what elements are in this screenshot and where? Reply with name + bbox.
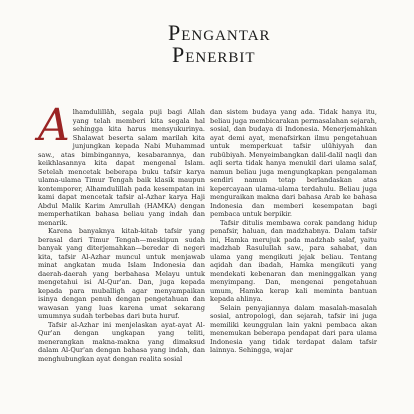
paragraph-1 [38, 100, 205, 227]
paragraph-2: Karena banyaknya kitab-kitab tafsir yang berasal dari Timur Tengah—meskipun sudah banyak yang diterjemahkan—beredar di negeri kita, tafsir Al-Azhar muncul untuk menjawab minat angkatan muda Islam Indonesia dan daerah-daerah yang berbahasa Melayu untuk mengetahui isi Al-Qur'an. Dan, juga kepada kepada para muballigh agar menyampaikan isinya dengan penuh dengan pengetahuan dan wawasan yang luas karena umat sekarang umumnya sudah terbebas dari buta huruf. [38, 227, 205, 320]
page-title [168, 22, 271, 66]
right-column [210, 108, 377, 355]
title-line-2: Penerbit [172, 42, 256, 67]
paragraph-6: Selain penyajiannya dalam masalah-masalah sosial, antropologi, dan sejarah, tafsir ini juga memiliki keunggulan lain yakni pembaca akan menemukan beberapa pendapat dari para ulama Indonesia yang tidak terdapat dalam tafsir lainnya. Sehingga, wajar [210, 303, 377, 354]
paragraph-4: dan sistem budaya yang ada. Tidak hanya itu, beliau juga membicarakan permasalahan sejarah, sosial, dan budaya di Indonesia. Menerjemahkan ayat demi ayat, menafsirkan ilmu pengetahuan untuk memperkuat tafsir ulūhiyyah dan rubūbiyah. Menyeimbangkan dalil-dalil naqli dan aqli serta tidak hanya menukil dari ulama salaf, namun beliau juga mengungkapkan pengalaman sendiri namun tetap berlandaskan atas kepercayaan ulama-ulama terdahulu. Beliau juga menguraikan makna dari bahasa Arab ke bahasa Indonesia dan memberi kesempatan bagi pembaca untuk berpikir. [210, 108, 377, 218]
paragraph-3: Tafsir al-Azhar ini menjelaskan ayat-ayat Al-Qur'an dengan ungkapan yang teliti, menerangkan makna-makna yang dimaksud dalam Al-Qur'an dengan bahasa yang indah, dan menghubungkan ayat dengan realita sosial [38, 320, 205, 363]
title-line-1: Pengantar [168, 20, 271, 45]
left-column [38, 100, 205, 363]
paragraph-1-text: lhamdulillāh, segala puji bagi Allah yang telah memberi kita segala hal sehingga kita harus mensyukurinya. Shalawat beserta salam marilah kita junjungkan kepada Nabi Muhammad saw., atas bimbingannya, kesabarannya, dan keikhlasannya kita dapat mengenal Islam. Setelah mencetak beberapa buku tafsir karya ulama-ulama Timur Tengah baik klasik maupun kontemporer, Alhamdulillah pada kesempatan ini kami dapat mencetak tafsir al-Azhar karya Haji Abdul Malik Karim Amrullah (HAMKA) dengan memperhatikan bahasa beliau yang indah dan menarik. [38, 108, 205, 227]
drop-cap: A [38, 100, 70, 151]
paragraph-5: Tafsir ditulis membawa corak pandang hidup penafsir, haluan, dan madzhabnya. Dalam tafsir ini, Hamka merujuk pada madzhab salaf, yaitu madzhab Rasulullah saw., para sahabat, dan ulama yang mengikuti jejak beliau. Tentang aqidah dan ibadah, Hamka mengikuti yang mendekati kebenaran dan meninggalkan yang menyimpang. Dan, mengenai pengetahuan umum, Hamka kerap kali meminta bantuan kepada ahlinya. [210, 218, 377, 303]
